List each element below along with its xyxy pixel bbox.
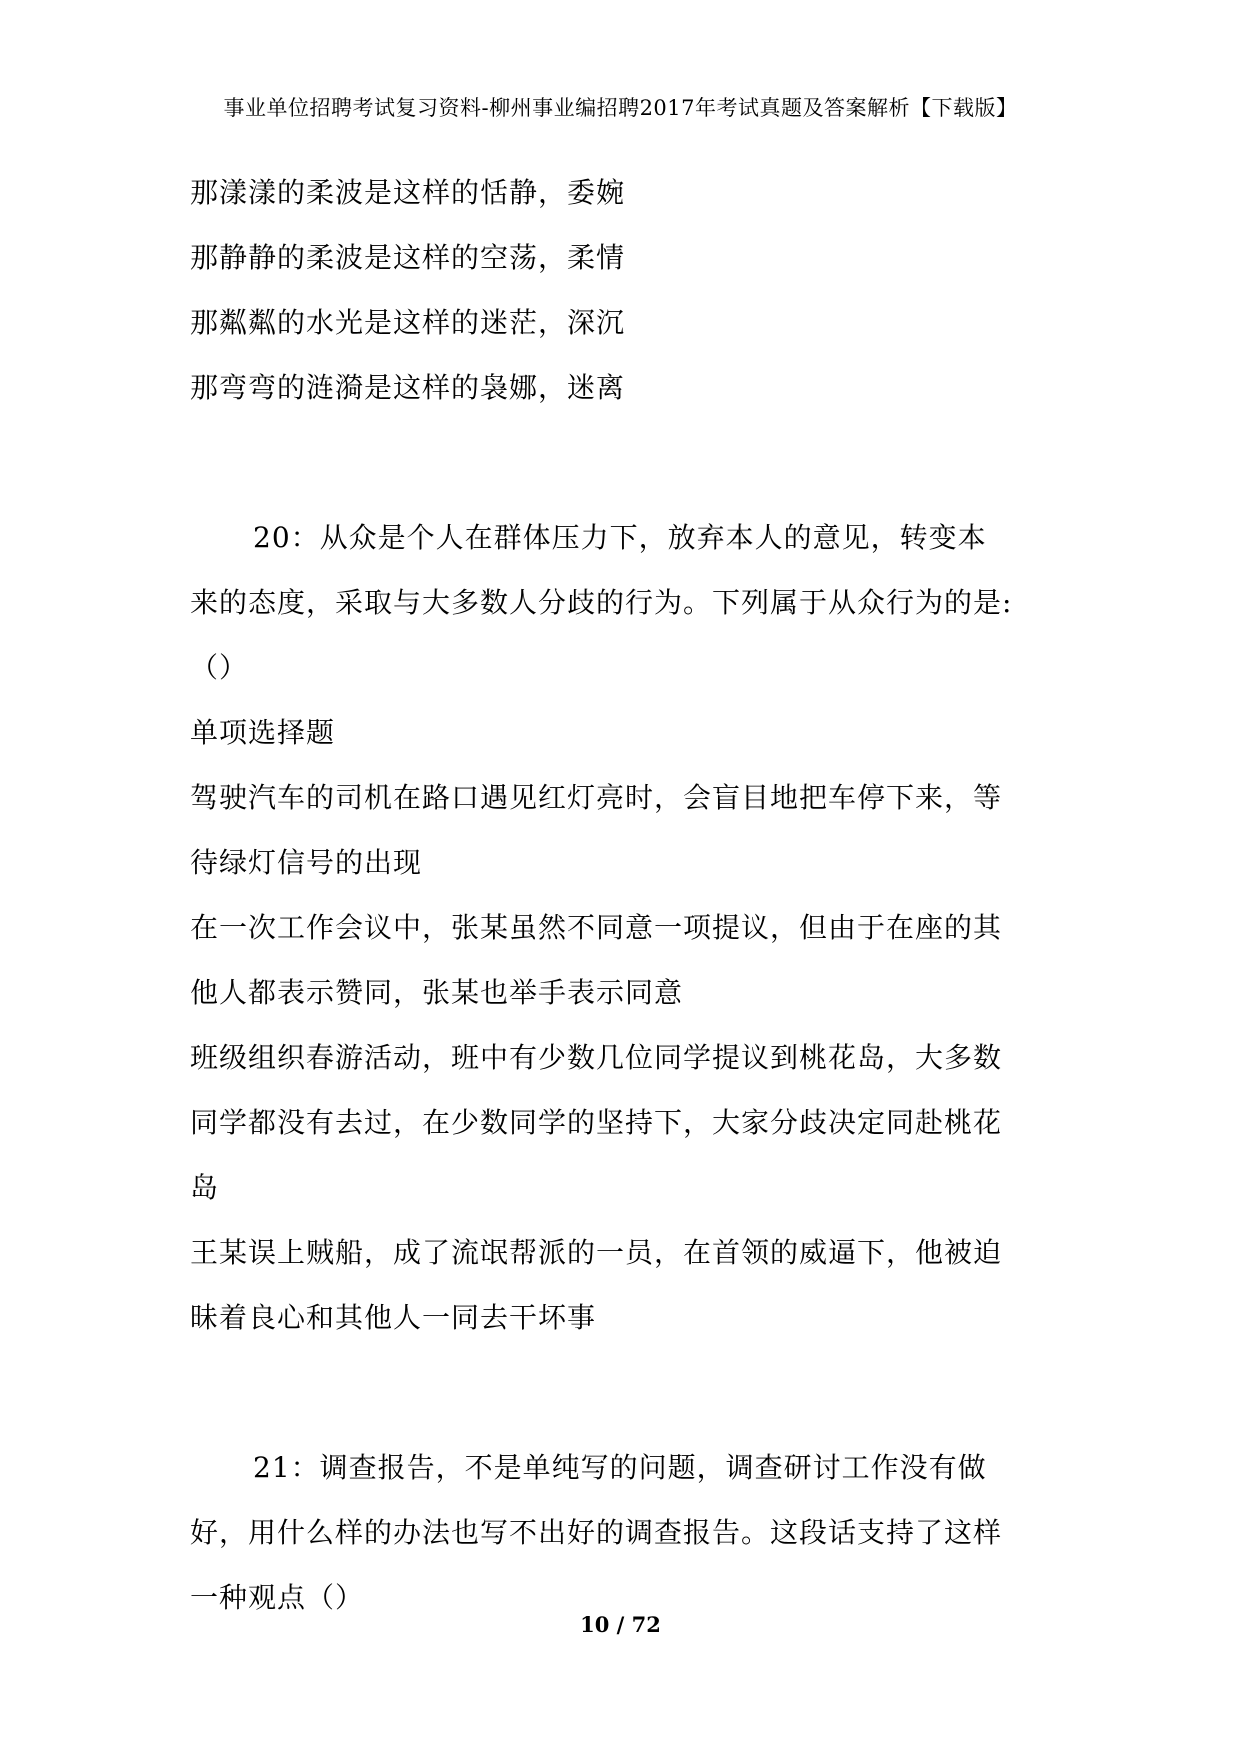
- spacer: [190, 1350, 1060, 1435]
- option-c: [190, 1025, 1060, 1220]
- poem-line: 那弯弯的涟漪是这样的袅娜，迷离: [190, 371, 626, 404]
- question-text: 20：从众是个人在群体压力下，放弃本人的意见，转变本: [253, 521, 987, 554]
- option-text: 同学都没有去过，在少数同学的坚持下，大家分歧决定同赴桃花: [190, 1106, 1003, 1139]
- option-a: [190, 765, 1060, 895]
- document-body: [190, 160, 1060, 1630]
- question-type: 单项选择题: [190, 716, 336, 749]
- page-header: 事业单位招聘考试复习资料-柳州事业编招聘2017年考试真题及答案解析【下载版】: [223, 96, 1018, 120]
- option-text: 昧着良心和其他人一同去干坏事: [190, 1301, 597, 1334]
- option-text: 驾驶汽车的司机在路口遇见红灯亮时，会盲目地把车停下来，等: [190, 781, 1003, 814]
- option-text: 在一次工作会议中，张某虽然不同意一项提议，但由于在座的其: [190, 911, 1003, 944]
- option-text: 岛: [190, 1171, 220, 1204]
- question-20: [190, 505, 1060, 1350]
- spacer: [190, 420, 1060, 505]
- page-number: 10 / 72: [580, 1612, 661, 1637]
- poem-line: 那漾漾的柔波是这样的恬静，委婉: [190, 176, 626, 209]
- question-21: [190, 1435, 1060, 1630]
- option-b: [190, 895, 1060, 1025]
- poem-line: 那粼粼的水光是这样的迷茫，深沉: [190, 306, 626, 339]
- poem-block: [190, 160, 1060, 420]
- question-text: （）: [190, 651, 249, 684]
- option-text: 王某误上贼船，成了流氓帮派的一员，在首领的威逼下，他被迫: [190, 1236, 1003, 1269]
- option-text: 待绿灯信号的出现: [190, 846, 423, 879]
- question-text: 好，用什么样的办法也写不出好的调查报告。这段话支持了这样: [190, 1516, 1003, 1549]
- question-text: 一种观点（）: [190, 1581, 365, 1614]
- option-text: 班级组织春游活动，班中有少数几位同学提议到桃花岛，大多数: [190, 1041, 1003, 1074]
- poem-line: 那静静的柔波是这样的空荡，柔情: [190, 241, 626, 274]
- question-text: 来的态度，采取与大多数人分歧的行为。下列属于从众行为的是:: [190, 586, 1013, 619]
- option-d: [190, 1220, 1060, 1350]
- question-text: 21：调查报告，不是单纯写的问题，调查研讨工作没有做: [253, 1451, 987, 1484]
- option-text: 他人都表示赞同，张某也举手表示同意: [190, 976, 684, 1009]
